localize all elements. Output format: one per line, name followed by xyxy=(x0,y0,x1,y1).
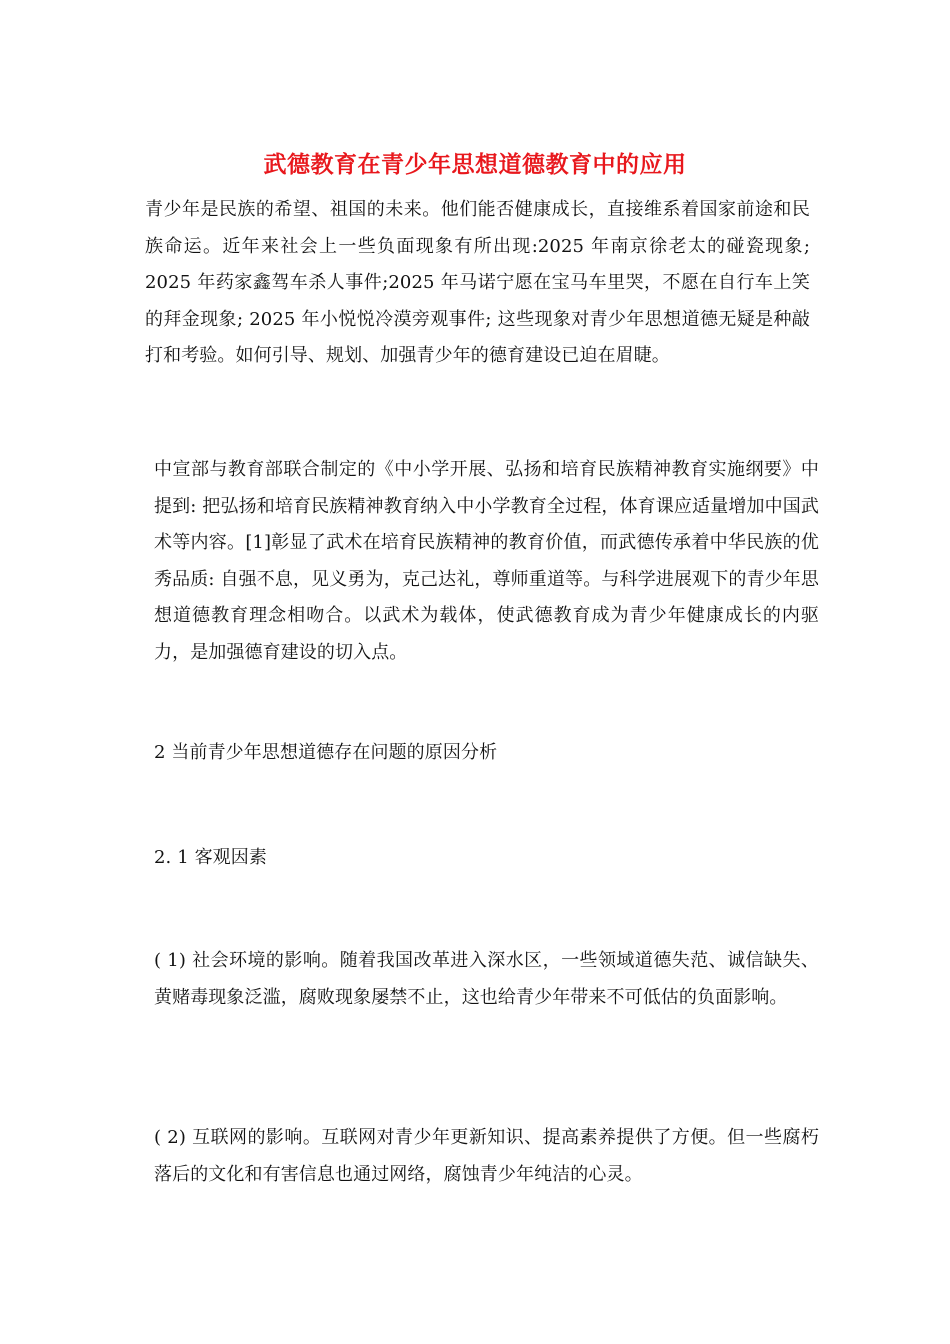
subsection-heading: 2. 1 客观因素 xyxy=(154,847,267,868)
section-heading: 2 当前青少年思想道德存在问题的原因分析 xyxy=(154,742,498,763)
intro-paragraph: 青少年是民族的希望、祖国的未来。他们能否健康成长，直接维系着国家前途和民族命运。近年来社会上一些负面现象有所出现:2025 年南京徐老太的碰瓷现象; 2025 年药家鑫驾车杀人事件;2025 年马诺宁愿在宝马车里哭，不愿在自行车上笑的拜金现象; 2025 年小悦悦冷漠旁观事件; 这些现象对青少年思想道德无疑是种敲打和考验。如何引导、规划、加强青少年的德育建设已迫在眉睫。 xyxy=(145,199,810,366)
document-title: 武德教育在青少年思想道德教育中的应用 xyxy=(263,151,687,178)
list-item-internet: ( 2) 互联网的影响。互联网对青少年更新知识、提高素养提供了方便。但一些腐朽落后的文化和有害信息也通过网络，腐蚀青少年纯洁的心灵。 xyxy=(154,1127,819,1185)
outline-paragraph: 中宣部与教育部联合制定的《中小学开展、弘扬和培育民族精神教育实施纲要》中提到: 把弘扬和培育民族精神教育纳入中小学教育全过程，体育课应适量增加中国武术等内容。[1]彰显了武术在培育民族精神的教育价值，而武德传承着中华民族的优秀品质: 自强不息，见义勇为，克己达礼，尊师重道等。与科学进展观下的青少年思想道德教育理念相吻合。以武术为载体，使武德教育成为青少年健康成长的内驱力，是加强德育建设的切入点。 xyxy=(154,459,819,663)
list-item-social-environment: ( 1) 社会环境的影响。随着我国改革进入深水区，一些领域道德失范、诚信缺失、黄赌毒现象泛滥，腐败现象屡禁不止，这也给青少年带来不可低估的负面影响。 xyxy=(154,950,819,1008)
